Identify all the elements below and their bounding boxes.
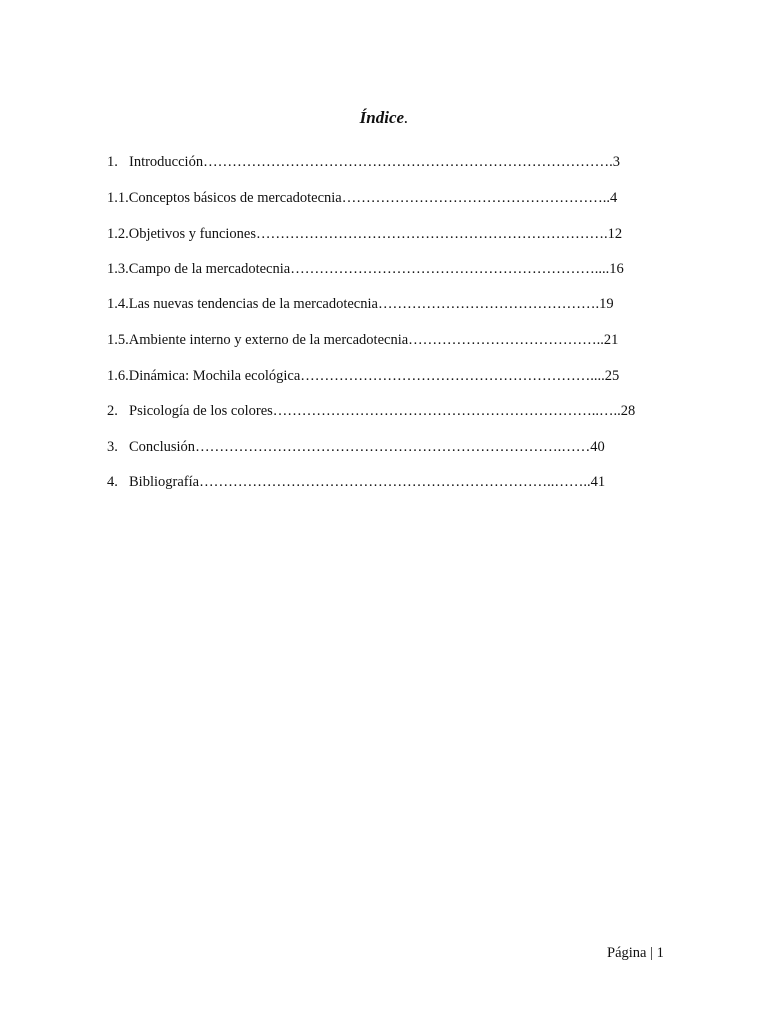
toc-entry-number: 4. bbox=[107, 474, 118, 490]
toc-entry-text bbox=[129, 398, 635, 424]
toc-entry[interactable] bbox=[0, 327, 768, 353]
toc-entry-number: 1.6. bbox=[107, 368, 129, 384]
toc-entry[interactable] bbox=[0, 363, 768, 389]
toc-entry-leader: ………………………………………. bbox=[377, 296, 600, 312]
toc-entry-leader: ………………………………….. bbox=[408, 332, 604, 348]
toc-entry-label: Objetivos y funciones bbox=[128, 226, 257, 242]
toc-entry[interactable] bbox=[0, 434, 768, 460]
toc-entry-leader: …………………………………………………………………………. bbox=[203, 154, 613, 170]
toc-entry-page: 40 bbox=[590, 439, 605, 455]
toc-title bbox=[0, 107, 768, 129]
toc-entry-number: 1.4. bbox=[107, 296, 129, 312]
toc-entry-page: 41 bbox=[590, 474, 606, 490]
toc-entry-label: Bibliografía bbox=[129, 474, 200, 490]
toc-entry-text bbox=[107, 256, 624, 282]
toc-entry-text bbox=[107, 221, 622, 247]
toc-entry-leader: ………………………………………………………………..…….. bbox=[199, 474, 591, 490]
toc-entry-leader: …………………………………………………….... bbox=[300, 368, 605, 384]
toc-entry-label: Conclusión bbox=[129, 439, 196, 455]
toc-entry-label: Las nuevas tendencias de la mercadotecnia bbox=[128, 296, 378, 312]
toc-entry-page: 3 bbox=[612, 154, 620, 170]
toc-entry[interactable] bbox=[0, 256, 768, 282]
toc-entry[interactable] bbox=[0, 398, 768, 424]
toc-entry-label: Campo de la mercadotecnia bbox=[128, 261, 291, 277]
toc-entry-number: 1. bbox=[107, 154, 118, 170]
toc-entry-number: 1.1. bbox=[107, 190, 129, 206]
toc-entry-page: 28 bbox=[620, 403, 636, 419]
toc-entry-text bbox=[107, 185, 617, 211]
toc-entry-text bbox=[129, 434, 605, 460]
toc-entry-label: Ambiente interno y externo de la mercadotecnia bbox=[128, 332, 409, 348]
toc-title-text: Índice bbox=[359, 108, 405, 127]
page-number-footer: Página | 1 bbox=[607, 945, 664, 961]
toc-entry-page: 19 bbox=[599, 296, 614, 312]
toc-entry-label: Psicología de los colores bbox=[129, 403, 273, 419]
toc-entry[interactable] bbox=[0, 291, 768, 317]
toc-entry-text bbox=[107, 327, 618, 353]
toc-entry-text bbox=[129, 469, 605, 495]
toc-entry-text bbox=[107, 291, 614, 317]
toc-entry-label: Dinámica: Mochila ecológica bbox=[128, 368, 301, 384]
toc-entry-page: 4 bbox=[610, 190, 618, 206]
toc-entry-leader: ………………………………………………………………….…… bbox=[195, 439, 591, 455]
toc-entry-page: 12 bbox=[607, 226, 623, 242]
toc-entry-page: 21 bbox=[603, 332, 619, 348]
toc-title-suffix: . bbox=[404, 108, 409, 127]
toc-entry-leader: ……………………………………………….. bbox=[341, 190, 610, 206]
toc-entry-number: 1.3. bbox=[107, 261, 129, 277]
toc-entry-number: 1.2. bbox=[107, 226, 129, 242]
toc-entry[interactable] bbox=[0, 221, 768, 247]
toc-entry-leader: ………………………………………………………………. bbox=[256, 226, 608, 242]
toc-entry-number: 3. bbox=[107, 439, 118, 455]
toc-entry[interactable] bbox=[0, 149, 768, 175]
toc-entry[interactable] bbox=[0, 469, 768, 495]
toc-entry-text bbox=[129, 149, 620, 175]
toc-entry-label: Introducción bbox=[129, 154, 204, 170]
toc-entry-label: Conceptos básicos de mercadotecnia bbox=[128, 190, 342, 206]
toc-entry[interactable] bbox=[0, 185, 768, 211]
toc-entry-number: 1.5. bbox=[107, 332, 129, 348]
toc-entry-text bbox=[107, 363, 619, 389]
toc-entry-leader: ……………………………………………………….... bbox=[290, 261, 610, 277]
toc-entry-page: 25 bbox=[604, 368, 620, 384]
toc-entry-number: 2. bbox=[107, 403, 118, 419]
toc-entry-leader: …………………………………………………………..….. bbox=[272, 403, 621, 419]
toc-entry-page: 16 bbox=[609, 261, 624, 277]
